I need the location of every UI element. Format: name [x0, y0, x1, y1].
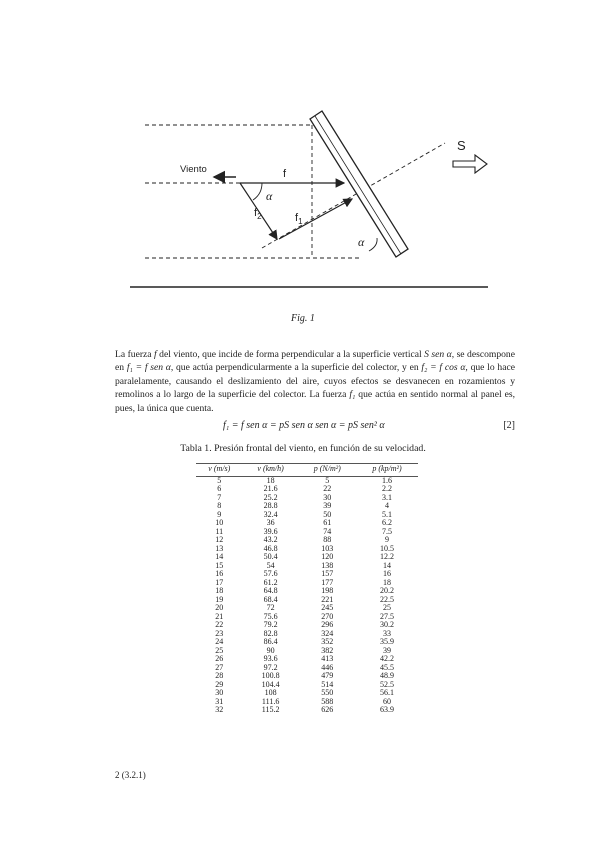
table-header-row	[196, 464, 418, 477]
table-cell: 20	[215, 603, 224, 612]
table-cell: 13	[215, 543, 224, 553]
table-cell: 20.2	[379, 586, 394, 595]
table-cell: 25	[382, 603, 391, 612]
equation-expression: f₁ = f sen α = pS sen α sen α = pS sen² α	[223, 420, 385, 431]
table-cell: 32.4	[263, 509, 278, 519]
table-cell: 79.2	[263, 620, 278, 629]
page-footer: 2 (3.2.1)	[115, 770, 146, 780]
table-cell: 28.8	[263, 501, 278, 510]
table-cell: 382	[321, 645, 334, 655]
table-cell: 296	[321, 620, 334, 629]
table-cell: 30.2	[379, 620, 394, 629]
table-cell: 93.6	[263, 654, 278, 663]
table-cell: 446	[321, 662, 334, 672]
table-cell: 72	[266, 603, 275, 612]
table-cell: 25	[215, 645, 224, 655]
table-cell: 111.6	[261, 696, 280, 706]
table-cell: 11	[215, 526, 224, 536]
table-cell: 88	[323, 535, 332, 544]
table-cell: 82.8	[263, 628, 278, 638]
table-cell: 27	[215, 662, 224, 672]
normal-dashed-line	[262, 143, 445, 248]
table-cell: 52.5	[379, 679, 394, 689]
table-cell: 9	[384, 535, 389, 544]
table-cell: 74	[323, 526, 332, 536]
table-cell: 35.9	[379, 637, 394, 646]
table-cell: 16	[215, 569, 224, 578]
table-cell: 57.6	[263, 569, 278, 578]
table-cell: 39.6	[263, 526, 278, 536]
table-cell: 26	[215, 654, 224, 663]
table-cell: 324	[321, 628, 334, 638]
table-cell: 550	[321, 688, 334, 697]
table-cell: 5	[325, 475, 330, 485]
table-cell: 16	[382, 569, 391, 578]
table-cell: 177	[321, 577, 334, 587]
table-cell: 21.6	[263, 484, 278, 493]
table-cell: 63.9	[379, 705, 394, 714]
table-cell: 9	[217, 509, 222, 519]
table-cell: 10	[215, 518, 224, 527]
table-cell: 64.8	[263, 586, 278, 595]
table-cell: 30	[215, 688, 224, 697]
table-cell: 97.2	[263, 662, 278, 672]
table-cell: 10.5	[379, 543, 394, 553]
table-cell: 4	[384, 501, 389, 510]
table-cell: 61.2	[263, 577, 278, 587]
table-cell: 28	[215, 671, 224, 680]
table-cell: 413	[321, 654, 334, 663]
table-cell: 22.5	[379, 594, 394, 604]
table-cell: 7	[217, 492, 222, 502]
angle-arc-right	[369, 238, 377, 251]
table-cell: 30	[323, 492, 332, 502]
table-cell: 54	[266, 560, 275, 570]
table-cell: 6.2	[381, 518, 392, 527]
table-cell: 39	[323, 501, 332, 510]
table-header-cell: p (N/m²)	[299, 464, 356, 477]
table-cell: 50.4	[263, 552, 278, 561]
table-cell: 221	[321, 594, 334, 604]
table-cell: 22	[323, 484, 332, 493]
table-cell: 115.2	[261, 705, 280, 714]
table-cell: 43.2	[263, 535, 278, 544]
angle-arc-left	[253, 183, 262, 200]
table-cell: 18	[215, 586, 224, 595]
equation-number: [2]	[503, 420, 515, 431]
table-cell: 45.5	[379, 662, 394, 672]
table-cell: 21	[215, 611, 224, 621]
table-cell: 198	[321, 586, 334, 595]
surface-direction-arrow	[453, 155, 487, 173]
table-row	[196, 706, 418, 715]
table-cell: 18	[266, 475, 275, 485]
table-cell: 1.6	[381, 475, 392, 485]
table-cell: 90	[266, 645, 275, 655]
table-cell: 5	[217, 475, 222, 485]
surface-s-label: S	[457, 138, 466, 153]
table-cell: 27.5	[379, 611, 394, 621]
figure-caption: Fig. 1	[291, 313, 315, 324]
table-cell: 42.2	[379, 654, 394, 663]
wind-label: Viento	[180, 164, 207, 175]
table-cell: 17	[215, 577, 224, 587]
table-cell: 60	[382, 696, 391, 706]
alpha-right-label: α	[358, 235, 365, 249]
table-cell: 5.1	[381, 509, 392, 519]
table-cell: 8	[217, 501, 222, 510]
table-cell: 479	[321, 671, 334, 680]
table-cell: 2.2	[381, 484, 392, 493]
table-cell: 120	[321, 552, 334, 561]
table-cell: 24	[215, 637, 224, 646]
table-cell: 514	[321, 679, 334, 689]
table-cell: 25.2	[263, 492, 278, 502]
table-caption: Tabla 1. Presión frontal del viento, en función de su velocidad.	[180, 443, 426, 454]
table-cell: 103	[321, 543, 334, 553]
table-header-cell: v (km/h)	[243, 464, 299, 477]
force-f1-arrow	[279, 199, 352, 239]
table-cell: 14	[382, 560, 391, 570]
table-cell: 68.4	[263, 594, 278, 604]
table-cell: 352	[321, 637, 334, 646]
table-cell: 18	[382, 577, 391, 587]
table-cell: 33	[382, 628, 391, 638]
table-cell: 6	[217, 484, 222, 493]
table-cell: 245	[321, 603, 334, 612]
table-cell: 36	[266, 518, 275, 527]
body-paragraph: La fuerza f del viento, que incide de forma perpendicular a la superficie vertical S sen α, se descompone en f₁ = f sen α, que actúa perpendicularmente a la superficie del colector, y en f₂ = f cos α, que lo hace paralelamente, causando el deslizamiento del aire, cuyos efectos se desvanecen en rozamientos y remolinos a lo largo de la superficie del colector. La fuerza f₁ que actúa en sentido normal al panel es, pues, la única que cuenta.	[115, 349, 515, 414]
table-cell: 270	[321, 611, 334, 621]
table-cell: 86.4	[263, 637, 278, 646]
table-cell: 48.9	[379, 671, 394, 680]
table-cell: 15	[215, 560, 224, 570]
table-cell: 14	[215, 552, 224, 561]
table-cell: 12	[215, 535, 224, 544]
f1-label: $f_1$	[295, 212, 303, 226]
table-header-cell: v (m/s)	[196, 464, 243, 477]
table-cell: 61	[323, 518, 332, 527]
alpha-left-label: α	[266, 189, 273, 203]
wind-force-figure	[0, 0, 606, 300]
table-cell: 22	[215, 620, 224, 629]
table-cell: 32	[215, 705, 224, 714]
table-cell: 3.1	[381, 492, 392, 502]
table-cell: 626	[321, 705, 334, 714]
table-cell: 31	[215, 696, 224, 706]
table-cell: 108	[264, 688, 277, 697]
table-cell: 56.1	[379, 688, 394, 697]
table-cell: 50	[323, 509, 332, 519]
table-cell: 46.8	[263, 543, 278, 553]
table-cell: 39	[382, 645, 391, 655]
f2-label: $f_2$	[254, 207, 262, 221]
table-cell: 100.8	[261, 671, 280, 680]
table-cell: 19	[215, 594, 224, 604]
force-f-label: f	[283, 168, 287, 180]
table-cell: 138	[321, 560, 334, 570]
wind-pressure-table	[196, 463, 418, 715]
table-cell: 12.2	[379, 552, 394, 561]
table-cell: 75.6	[263, 611, 278, 621]
table-cell: 29	[215, 679, 224, 689]
table-cell: 588	[321, 696, 334, 706]
table-cell: 157	[321, 569, 334, 578]
table-header-cell: p (kp/m²)	[356, 464, 418, 477]
table-cell: 7.5	[381, 526, 392, 536]
table-cell: 104.4	[261, 679, 280, 689]
table-cell: 23	[215, 628, 224, 638]
